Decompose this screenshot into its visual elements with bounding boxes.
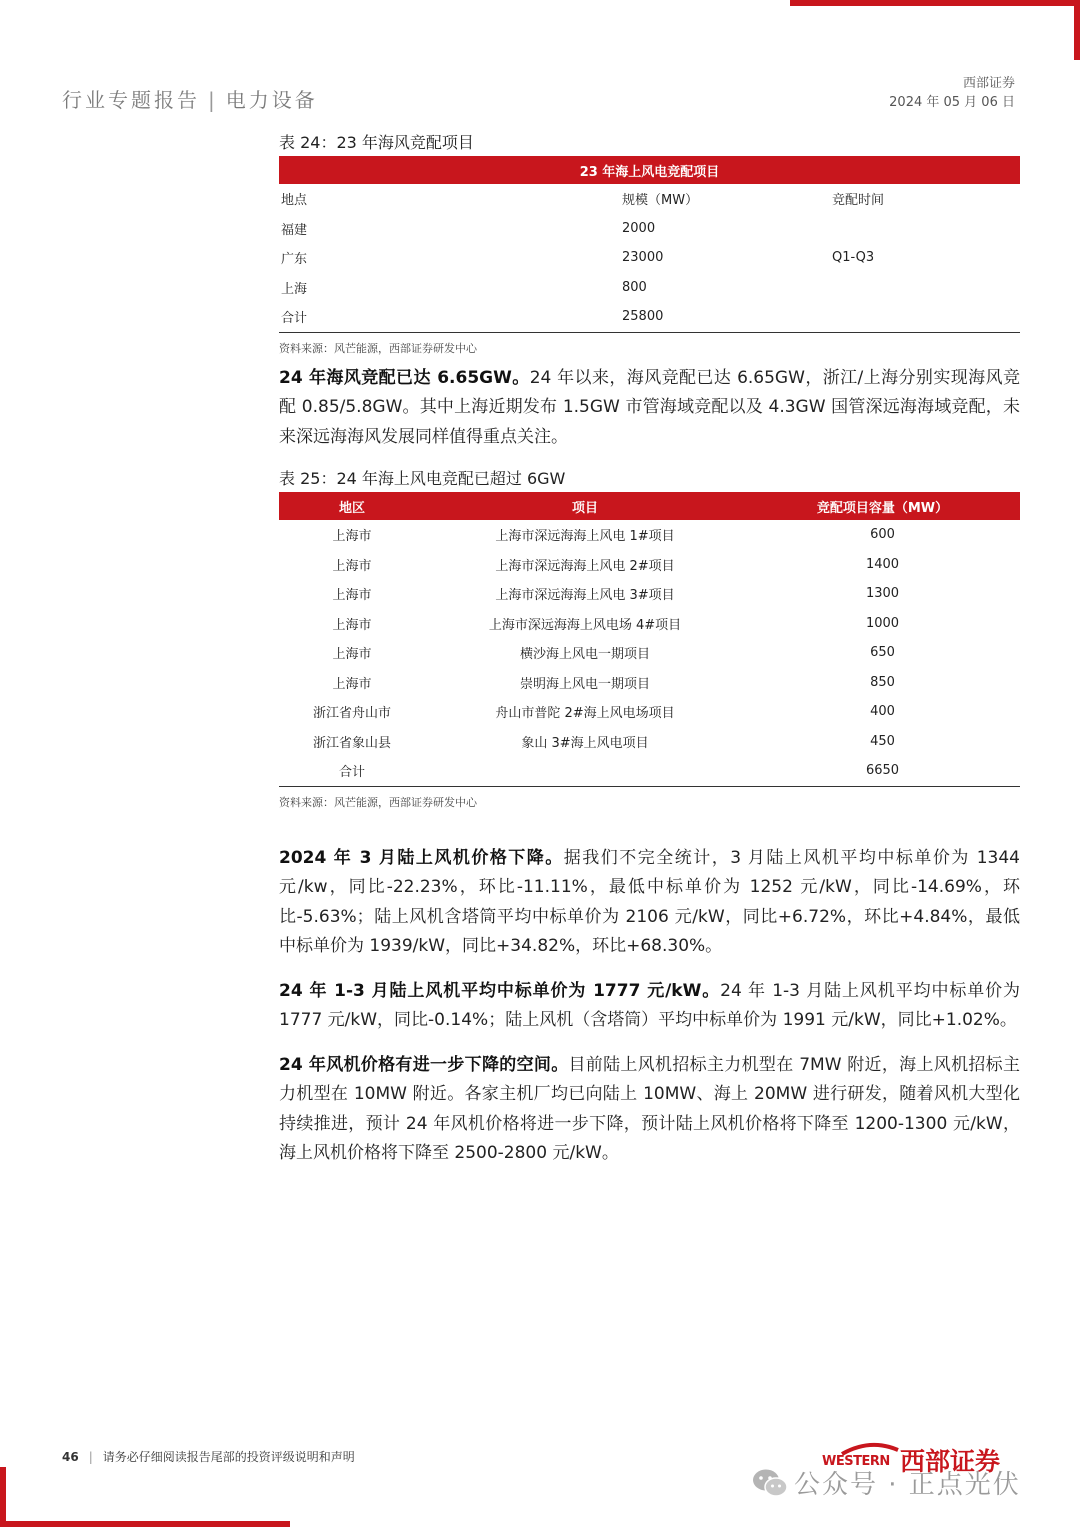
header-separator: | <box>208 88 218 112</box>
table-row <box>279 214 1020 244</box>
table-total-row <box>279 302 1020 332</box>
table-cell: 上海市 <box>332 529 372 545</box>
table-cell: 浙江省象山县 <box>312 735 391 751</box>
report-type: 行业专题报告 <box>62 88 200 112</box>
table-row <box>279 609 1020 639</box>
table-cell: 6650 <box>745 756 1020 786</box>
table-cell: 福建 <box>281 222 308 238</box>
top-right-corner-frame <box>790 0 1080 60</box>
header-brand: 西部证券 <box>962 76 1015 91</box>
paragraph-body: 24 年以来，海风竞配已达 6.65GW，浙江/上海分别实现海风竞配 0.85/5.8GW。其中上海近期发布 1.5GW 市管海域竞配以及 4.3GW 国管深远海海域竞配，未来深远海海风发展同样值得重点关注。 <box>279 367 1020 447</box>
table-row <box>279 638 1020 668</box>
wechat-icon <box>752 1468 788 1498</box>
paragraph-body: 据我们不完全统计，3 月陆上风机平均中标单价为 1344 元/kw，同比-22.23%，环比-11.11%，最低中标单价为 1252 元/kW，同比-14.69%，环比-5.63%；陆上风机含塔筒平均中标单价为 2106 元/kW，同比+6.72%，环比+4.84%，最低中标单价为 1939/kW，同比+34.82%，环比+68.30%。 <box>279 847 1020 956</box>
paragraph-lead: 24 年海风竞配已达 6.65GW。 <box>279 367 530 388</box>
table-25-caption: 表 25：24 年海上风电竞配已超过 6GW <box>279 469 566 488</box>
paragraph-lead: 24 年 1-3 月陆上风机平均中标单价为 1777 元/kW。 <box>279 980 721 1001</box>
column-header: 竞配项目容量（MW） <box>745 492 1020 520</box>
table-row <box>279 273 1020 303</box>
table-cell: 上海市 <box>332 558 372 574</box>
table-cell <box>425 756 745 786</box>
page-number: 46 <box>62 1450 79 1464</box>
table-cell: 崇明海上风电一期项目 <box>519 676 650 692</box>
table-row <box>279 727 1020 757</box>
footer-separator: | <box>88 1450 93 1464</box>
wechat-watermark <box>752 1462 1052 1502</box>
bottom-left-corner-frame <box>0 1467 290 1527</box>
table-cell: 2000 <box>622 220 656 236</box>
table-cell: 上海市深远海海上风电 3#项目 <box>495 588 675 604</box>
main-content <box>279 130 1020 1169</box>
logo-chinese: 西部证券 <box>900 1447 1001 1476</box>
table-cell: 上海 <box>281 281 308 297</box>
table-cell: 600 <box>870 527 895 543</box>
column-header: 地点 <box>281 193 308 209</box>
table-header-row <box>279 184 1020 214</box>
table-cell: 上海市 <box>332 588 372 604</box>
table-cell: 上海市深远海海上风电场 4#项目 <box>488 617 682 633</box>
paragraph-onshore-price-march <box>279 844 1020 962</box>
table-row <box>279 579 1020 609</box>
table-cell: 舟山市普陀 2#海上风电场项目 <box>495 706 675 722</box>
column-header: 规模（MW） <box>622 193 699 209</box>
table-cell: 25800 <box>622 302 832 332</box>
watermark-text: 公众号 · 正点光伏 <box>794 1470 1021 1500</box>
table-cell: 400 <box>870 704 895 720</box>
report-category-header <box>62 84 318 113</box>
table-row <box>279 243 1020 273</box>
disclaimer-notice: 请务必仔细阅读报告尾部的投资评级说明和声明 <box>102 1450 355 1464</box>
table-row <box>279 520 1020 550</box>
table-cell: 上海市 <box>332 617 372 633</box>
paragraph-onshore-price-q1 <box>279 977 1020 1036</box>
paragraph-price-outlook <box>279 1051 1020 1169</box>
header-brand-date <box>889 74 1015 112</box>
paragraph-lead: 2024 年 3 月陆上风机价格下降。 <box>279 847 564 868</box>
table-cell: 上海市 <box>332 676 372 692</box>
table-cell: 合计 <box>279 302 622 332</box>
table-cell: 横沙海上风电一期项目 <box>519 647 650 663</box>
column-header: 地区 <box>279 492 425 520</box>
table-total-row <box>279 756 1020 786</box>
paragraph-body: 24 年 1-3 月陆上风机平均中标单价为 1777 元/kW，同比-0.14%；陆上风机（含塔筒）平均中标单价为 1991 元/kW，同比+1.02%。 <box>279 980 1021 1030</box>
table-cell: 1400 <box>865 556 900 572</box>
table-cell: 23000 <box>622 250 664 266</box>
table-cell: Q1-Q3 <box>832 250 875 266</box>
table-row <box>279 697 1020 727</box>
header-date: 2024 年 05 月 06 日 <box>889 95 1015 110</box>
report-industry: 电力设备 <box>225 88 318 112</box>
paragraph-lead: 24 年风机价格有进一步下降的空间。 <box>279 1054 569 1075</box>
table-24 <box>279 156 1020 333</box>
column-header: 竞配时间 <box>832 193 885 209</box>
table-cell <box>832 214 1020 244</box>
logo-english: WESTERN <box>822 1454 890 1469</box>
paragraph-offshore-auction <box>279 364 1020 453</box>
table-cell: 象山 3#海上风电项目 <box>521 735 649 751</box>
table-cell: 合计 <box>279 756 425 786</box>
table-row <box>279 668 1020 698</box>
table-24-title: 23 年海上风电竞配项目 <box>279 156 1020 184</box>
column-header: 项目 <box>425 492 745 520</box>
table-cell: 1000 <box>865 615 900 631</box>
table-cell: 800 <box>622 279 647 295</box>
table-cell <box>832 302 1020 332</box>
table-cell <box>832 273 1020 303</box>
table-24-source: 资料来源：风芒能源，西部证券研发中心 <box>279 341 477 355</box>
table-25-source: 资料来源：风芒能源，西部证券研发中心 <box>279 795 477 809</box>
table-cell: 上海市 <box>332 647 372 663</box>
footer-notice-line <box>62 1448 355 1465</box>
table-cell: 1300 <box>865 586 900 602</box>
table-cell: 上海市深远海海上风电 2#项目 <box>495 558 675 574</box>
table-cell: 广东 <box>281 252 308 268</box>
paragraph-body: 目前陆上风机招标主力机型在 7MW 附近，海上风机招标主力机型在 10MW 附近。各家主机厂均已向陆上 10MW、海上 20MW 进行研发，随着风机大型化持续推进，预计 24 年风机价格将进一步下降，预计陆上风机价格将下降至 1200-1300 元/kW，海上风机价格将下降至 2500-2800 元/kW。 <box>279 1054 1020 1163</box>
table-24-caption: 表 24：23 年海风竞配项目 <box>279 133 474 152</box>
table-row <box>279 550 1020 580</box>
table-cell: 850 <box>870 674 895 690</box>
table-cell: 650 <box>870 645 895 661</box>
table-cell: 上海市深远海海上风电 1#项目 <box>495 529 675 545</box>
table-25 <box>279 492 1020 787</box>
table-cell: 浙江省舟山市 <box>312 706 391 722</box>
table-cell: 450 <box>870 733 895 749</box>
